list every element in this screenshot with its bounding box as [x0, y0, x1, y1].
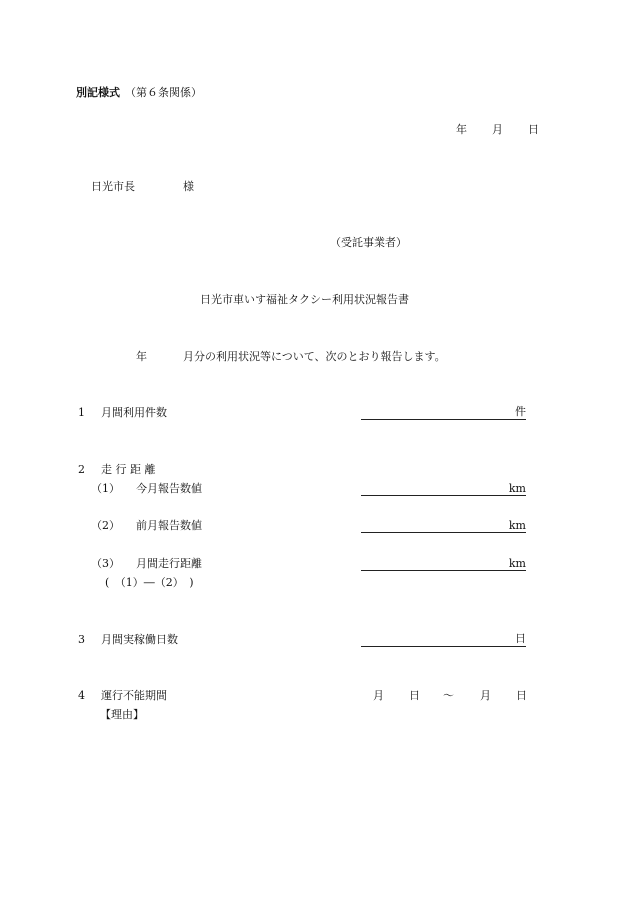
- item1-label: 月間利用件数: [101, 406, 167, 419]
- intro-text: 月分の利用状況等について、次のとおり報告します。: [183, 350, 446, 363]
- item4-label: 運行不能期間: [101, 689, 167, 702]
- item4-reason-label: 【理由】: [100, 708, 144, 721]
- item2-sub3-formula: ( （1）―（2） ): [105, 576, 194, 589]
- item2-sub1-number: （1）: [91, 482, 120, 495]
- item2-sub1-label: 今月報告数値: [136, 482, 202, 495]
- addressee-name: 日光市長: [91, 180, 135, 193]
- item4-day2: 日: [516, 689, 527, 702]
- item3-unit: 日: [515, 632, 526, 645]
- item2-sub2-unit: km: [508, 519, 526, 532]
- item4-tilde: ～: [443, 689, 454, 702]
- item3-number: 3: [78, 633, 85, 646]
- item2-sub3-label: 月間走行距離: [136, 557, 202, 570]
- date-month: 月: [492, 123, 503, 136]
- item2-sub1-unit: km: [508, 482, 526, 495]
- intro-year: 年: [136, 350, 147, 363]
- item1-unit: 件: [515, 405, 526, 418]
- item4-day1: 日: [409, 689, 420, 702]
- form-label: 別記様式: [76, 86, 120, 99]
- document-title: 日光市車いす福祉タクシー利用状況報告書: [200, 293, 409, 306]
- item4-month1: 月: [373, 689, 384, 702]
- item1-entry-line[interactable]: [361, 419, 526, 420]
- item4-month2: 月: [480, 689, 491, 702]
- item2-sub3-unit: km: [508, 557, 526, 570]
- item2-number: 2: [78, 463, 85, 476]
- item2-sub3-number: （3）: [91, 557, 120, 570]
- item2-label: 走 行 距 離: [101, 463, 156, 476]
- item4-number: 4: [78, 689, 85, 702]
- item2-sub2-label: 前月報告数値: [136, 519, 202, 532]
- item3-entry-line[interactable]: [361, 646, 526, 647]
- item2-sub2-number: （2）: [91, 519, 120, 532]
- form-relation: （第６条関係）: [125, 86, 202, 99]
- item1-number: 1: [78, 406, 85, 419]
- item3-label: 月間実稼働日数: [101, 633, 178, 646]
- date-year: 年: [456, 123, 467, 136]
- addressee-honorific: 様: [183, 180, 194, 193]
- date-day: 日: [528, 123, 539, 136]
- contractor-label: （受託事業者）: [330, 236, 407, 249]
